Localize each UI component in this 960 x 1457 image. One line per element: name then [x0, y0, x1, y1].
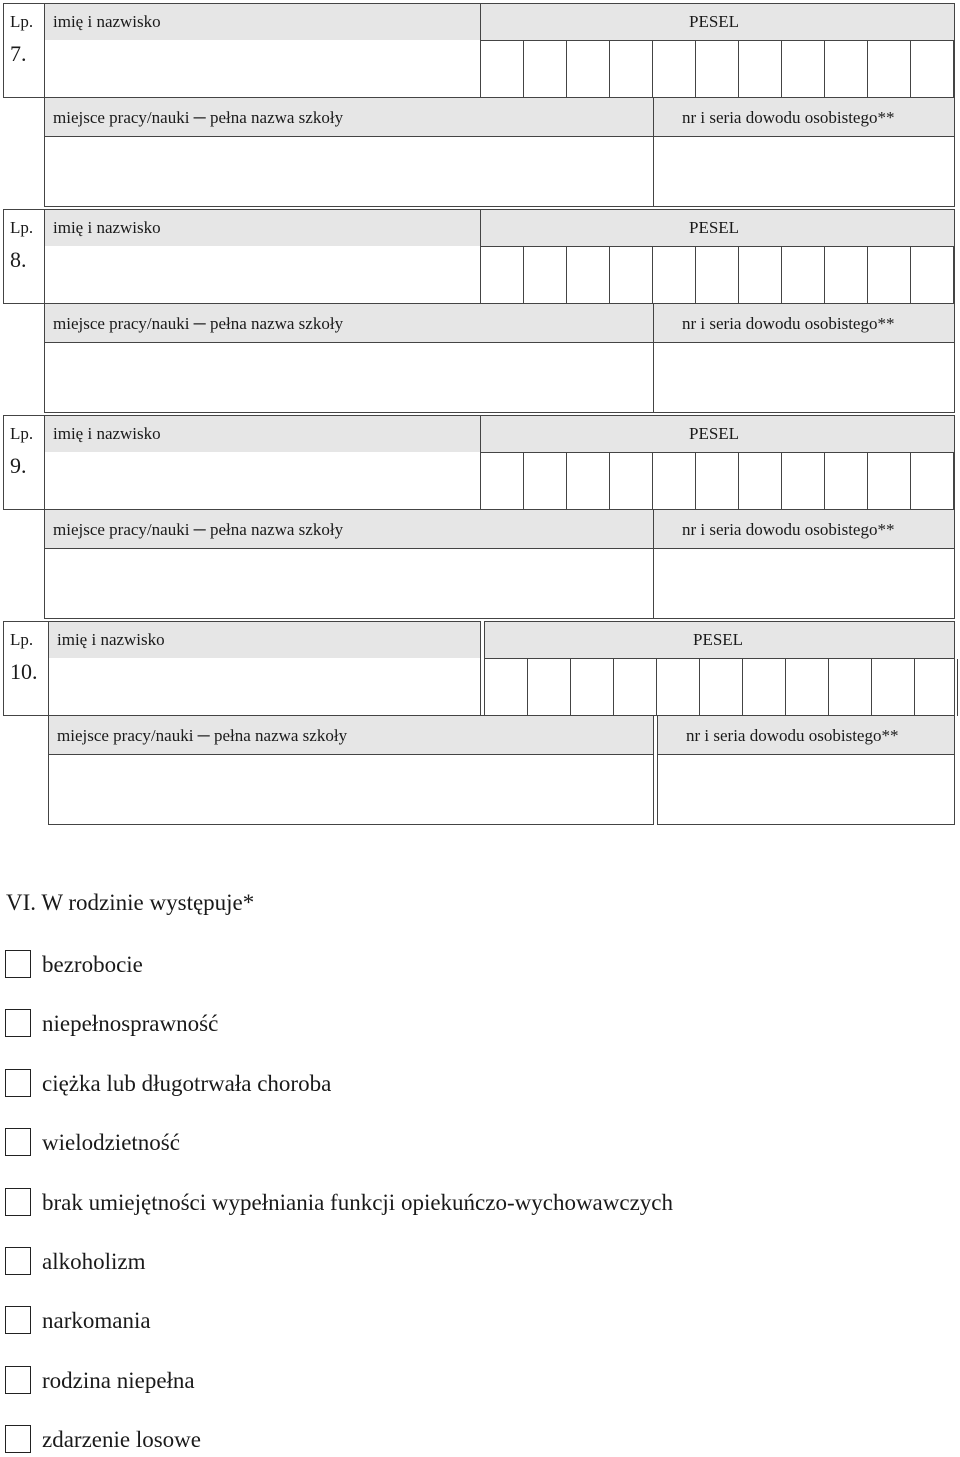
pesel-digit-box[interactable] — [609, 247, 652, 304]
pesel-digit-box[interactable] — [695, 453, 738, 510]
person-number: 8. — [10, 247, 27, 272]
pesel-digit-box[interactable] — [695, 247, 738, 304]
person-block — [0, 209, 960, 415]
pesel-digit-box[interactable] — [523, 453, 566, 510]
pesel-digit-box[interactable] — [699, 659, 742, 716]
pesel-digit-box[interactable] — [953, 453, 960, 510]
name-label: imię i nazwisko — [57, 630, 165, 649]
pesel-cell — [480, 3, 955, 98]
option-label: bezrobocie — [42, 952, 143, 977]
option-checkbox[interactable] — [5, 1128, 31, 1156]
option-label: wielodzietność — [42, 1130, 180, 1156]
id-label: nr i seria dowodu osobistego** — [682, 314, 895, 333]
lp-cell — [3, 621, 49, 716]
name-field[interactable] — [53, 52, 473, 92]
name-cell — [44, 209, 481, 304]
pesel-digit-box[interactable] — [656, 659, 699, 716]
name-field[interactable] — [57, 670, 477, 710]
pesel-cell — [480, 415, 955, 510]
id-cell — [653, 303, 955, 413]
pesel-digit-box[interactable] — [613, 659, 656, 716]
person-block — [0, 621, 960, 827]
pesel-digit-box[interactable] — [652, 247, 695, 304]
person-number: 9. — [10, 453, 27, 478]
person-number: 10. — [10, 659, 38, 684]
id-cell — [653, 97, 955, 207]
id-field[interactable] — [664, 148, 944, 198]
id-field[interactable] — [664, 560, 944, 610]
person-block — [0, 415, 960, 621]
work-field[interactable] — [57, 766, 637, 816]
name-cell — [44, 415, 481, 510]
pesel-digit-box[interactable] — [609, 41, 652, 98]
id-label: nr i seria dowodu osobistego** — [682, 520, 895, 539]
pesel-digit-box[interactable] — [523, 41, 566, 98]
pesel-digit-box[interactable] — [527, 659, 570, 716]
pesel-digit-box[interactable] — [566, 453, 609, 510]
option-label: brak umiejętności wypełniania funkcji opiekuńczo-wychowawczych — [42, 1189, 673, 1215]
option-label: zdarzenie losowe — [42, 1427, 202, 1453]
pesel-digit-box[interactable] — [738, 41, 781, 98]
option-checkbox[interactable] — [5, 1247, 31, 1275]
pesel-digit-box[interactable] — [953, 41, 960, 98]
person-number: 7. — [10, 41, 27, 66]
pesel-digit-box[interactable] — [910, 247, 953, 304]
name-label: imię i nazwisko — [53, 424, 161, 443]
pesel-digit-box[interactable] — [824, 41, 867, 98]
pesel-digit-box[interactable] — [824, 247, 867, 304]
pesel-digit-box[interactable] — [738, 453, 781, 510]
lp-label: Lp. — [10, 424, 34, 443]
lp-label: Lp. — [10, 12, 34, 31]
option-checkbox[interactable] — [5, 1425, 31, 1453]
option-checkbox[interactable] — [5, 1366, 31, 1394]
work-cell — [44, 509, 654, 619]
option-checkbox[interactable] — [5, 950, 31, 978]
pesel-digit-box[interactable] — [781, 247, 824, 304]
pesel-digit-box[interactable] — [871, 659, 914, 716]
name-cell — [48, 621, 481, 716]
pesel-digit-box[interactable] — [914, 659, 957, 716]
pesel-label: PESEL — [693, 630, 744, 649]
lp-cell — [3, 209, 45, 304]
pesel-label: PESEL — [689, 424, 740, 443]
pesel-digit-box[interactable] — [695, 41, 738, 98]
pesel-digit-box[interactable] — [738, 247, 781, 304]
work-label: miejsce pracy/nauki ─ pełna nazwa szkoły — [53, 108, 344, 127]
pesel-digit-box[interactable] — [523, 247, 566, 304]
option-label: rodzina niepełna — [42, 1367, 195, 1393]
pesel-digit-box[interactable] — [566, 41, 609, 98]
id-field[interactable] — [664, 354, 944, 404]
option-checkbox[interactable] — [5, 1188, 31, 1216]
id-field[interactable] — [668, 766, 948, 816]
pesel-digit-box[interactable] — [652, 453, 695, 510]
pesel-digit-box[interactable] — [867, 41, 910, 98]
section-6-title: VI. W rodzinie występuje* — [6, 890, 255, 915]
pesel-digit-box[interactable] — [566, 247, 609, 304]
work-field[interactable] — [53, 148, 633, 198]
option-label: niepełnosprawność — [42, 1011, 219, 1037]
pesel-digit-box[interactable] — [570, 659, 613, 716]
pesel-digit-box[interactable] — [953, 247, 960, 304]
work-label: miejsce pracy/nauki ─ pełna nazwa szkoły — [53, 314, 344, 333]
pesel-digit-box[interactable] — [867, 247, 910, 304]
lp-label: Lp. — [10, 218, 34, 237]
pesel-digit-box[interactable] — [910, 453, 953, 510]
id-cell — [657, 715, 955, 825]
pesel-digit-box[interactable] — [785, 659, 828, 716]
work-label: miejsce pracy/nauki ─ pełna nazwa szkoły — [53, 520, 344, 539]
pesel-digit-box[interactable] — [828, 659, 871, 716]
pesel-digit-box[interactable] — [609, 453, 652, 510]
pesel-digit-box[interactable] — [652, 41, 695, 98]
lp-label: Lp. — [10, 630, 34, 649]
pesel-cell — [480, 209, 955, 304]
work-field[interactable] — [53, 354, 633, 404]
pesel-label: PESEL — [689, 12, 740, 31]
name-cell — [44, 3, 481, 98]
pesel-digit-box[interactable] — [867, 453, 910, 510]
pesel-digit-box[interactable] — [781, 453, 824, 510]
lp-cell — [3, 415, 45, 510]
name-field[interactable] — [53, 258, 473, 298]
name-field[interactable] — [53, 464, 473, 504]
id-cell — [653, 509, 955, 619]
id-label: nr i seria dowodu osobistego** — [686, 726, 899, 745]
option-label: narkomania — [42, 1308, 151, 1334]
name-label: imię i nazwisko — [53, 12, 161, 31]
pesel-digit-box[interactable] — [781, 41, 824, 98]
work-label: miejsce pracy/nauki ─ pełna nazwa szkoły — [57, 726, 348, 745]
pesel-cell — [484, 621, 955, 716]
pesel-digit-box[interactable] — [742, 659, 785, 716]
option-checkbox[interactable] — [5, 1009, 31, 1037]
name-label: imię i nazwisko — [53, 218, 161, 237]
option-label: alkoholizm — [42, 1249, 146, 1274]
option-checkbox[interactable] — [5, 1306, 31, 1334]
option-label: ciężka lub długotrwała choroba — [42, 1070, 332, 1096]
pesel-digit-box[interactable] — [910, 41, 953, 98]
work-cell — [44, 97, 654, 207]
work-field[interactable] — [53, 560, 633, 610]
lp-cell — [3, 3, 45, 98]
pesel-label: PESEL — [689, 218, 740, 237]
option-checkbox[interactable] — [5, 1069, 31, 1097]
pesel-digit-box[interactable] — [824, 453, 867, 510]
work-cell — [48, 715, 654, 825]
id-label: nr i seria dowodu osobistego** — [682, 108, 895, 127]
person-block — [0, 3, 960, 209]
work-cell — [44, 303, 654, 413]
